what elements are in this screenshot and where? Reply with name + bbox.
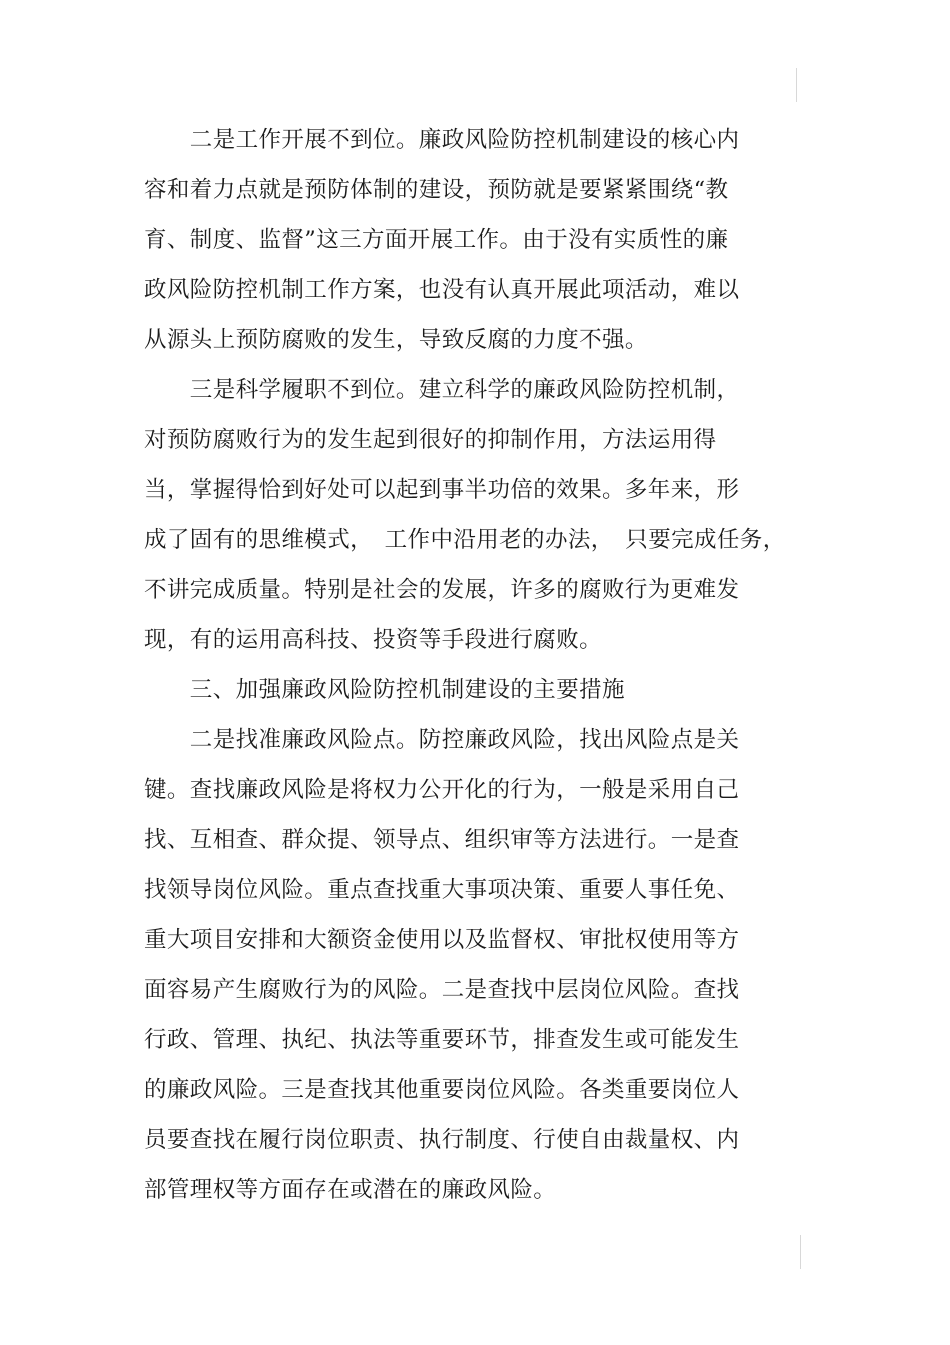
text-line: 三是科学履职不到位。建立科学的廉政风险防控机制， <box>144 377 740 403</box>
text-line: 重大项目安排和大额资金使用以及监督权、审批权使用等方 <box>144 927 740 953</box>
text-line: 当，掌握得恰到好处可以起到事半功倍的效果。多年来，形 <box>144 477 740 503</box>
text-line: 的廉政风险。三是查找其他重要岗位风险。各类重要岗位人 <box>144 1077 740 1103</box>
text-line: 部管理权等方面存在或潜在的廉政风险。 <box>144 1177 557 1203</box>
text-line: 政风险防控机制工作方案，也没有认真开展此项活动，难以 <box>144 277 740 303</box>
text-line: 二是工作开展不到位。廉政风险防控机制建设的核心内 <box>144 127 740 153</box>
text-line: 现，有的运用高科技、投资等手段进行腐败。 <box>144 627 603 653</box>
page-corner-mark-top <box>796 68 797 102</box>
text-line: 二是找准廉政风险点。防控廉政风险，找出风险点是关 <box>144 727 740 753</box>
text-line: 不讲完成质量。特别是社会的发展，许多的腐败行为更难发 <box>144 577 740 603</box>
text-line: 对预防腐败行为的发生起到很好的抑制作用，方法运用得 <box>144 427 717 453</box>
text-line: 育、制度、监督”这三方面开展工作。由于没有实质性的廉 <box>144 227 729 253</box>
section-heading: 三、加强廉政风险防控机制建设的主要措施 <box>144 677 625 703</box>
text-line: 从源头上预防腐败的发生，导致反腐的力度不强。 <box>144 327 648 353</box>
text-line: 容和着力点就是预防体制的建设，预防就是要紧紧围绕“教 <box>144 177 729 203</box>
text-line: 员要查找在履行岗位职责、执行制度、行使自由裁量权、内 <box>144 1127 740 1153</box>
text-line: 行政、管理、执纪、执法等重要环节，排查发生或可能发生 <box>144 1027 740 1053</box>
text-line: 成了固有的思维模式， 工作中沿用老的办法， 只要完成任务， <box>144 527 786 553</box>
text-line: 找、互相查、群众提、领导点、组织审等方法进行。一是查 <box>144 827 740 853</box>
text-line: 键。查找廉政风险是将权力公开化的行为，一般是采用自己 <box>144 777 740 803</box>
text-line: 找领导岗位风险。重点查找重大事项决策、重要人事任免、 <box>144 877 740 903</box>
text-line: 面容易产生腐败行为的风险。二是查找中层岗位风险。查找 <box>144 977 740 1003</box>
page-corner-mark-bottom <box>800 1235 801 1269</box>
